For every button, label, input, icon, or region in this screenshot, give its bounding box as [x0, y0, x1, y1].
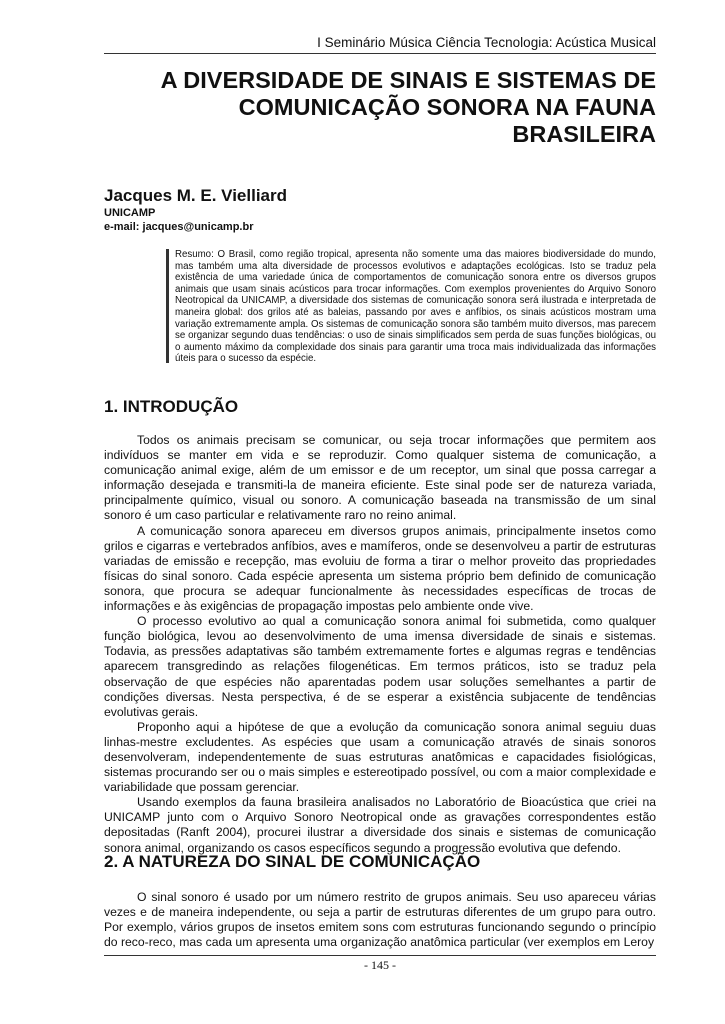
section-body-natureza [104, 890, 656, 952]
paragraph: Todos os animais precisam se comunicar, ou seja trocar informações que permitem aos indivíduos se manter em vida e se reproduzir. Como qualquer sistema de comunicação, a comunicação animal exige, além de um emissor e de um receptor, um sinal que possa carregar a informação desejada e transmiti-la de maneira eficiente. Este sinal pode ser de natureza variada, principalmente químico, visual ou sonoro. A comunicação baseada na transmissão de um sinal sonoro é um caso particular e relativamente raro no reino animal. [104, 433, 656, 523]
paragraph: Proponho aqui a hipótese de que a evolução da comunicação sonora animal seguiu duas linhas-mestre excludentes. As espécies que usam a comunicação através de sinais sonoros desenvolveram, independentemente de suas estruturas anatômicas e capacidades fisiológicas, sistemas procurando ser ou o mais simples e estereotipado possível, ou com a maior complexidade e variabilidade que possam gerenciar. [104, 719, 656, 795]
title-line: BRASILEIRA [512, 121, 656, 147]
author-name: Jacques M. E. Vielliard [104, 186, 287, 205]
paragraph: Usando exemplos da fauna brasileira analisados no Laboratório de Bioacústica que criei na UNICAMP junto com o Arquivo Sonoro Neotropical onde as gravações correspondentes estão depositadas (Ranft 2004), procurei ilustrar a diversidade dos sinais e sistemas de comunicação sonora animal, organizando os casos específicos segundo a progressão evolutiva que defendo. [104, 795, 656, 855]
running-header-text: I Seminário Música Ciência Tecnologia: Acústica Musical [317, 35, 656, 50]
title-line: A DIVERSIDADE DE SINAIS E SISTEMAS DE [160, 67, 656, 93]
footer-rule [104, 955, 656, 956]
paper-title [104, 67, 656, 148]
abstract: Resumo: O Brasil, como região tropical, apresenta não somente uma das maiores biodiversidade do mundo, mas também uma alta diversidade de processos evolutivos e adaptações ecológicas. Isto se traduz pela existência de uma variedade única de comportamentos de comunicação sonora entre os diversos grupos animais que usam sinais acústicos para trocar informações. Com exemplos provenientes do Arquivo Sonoro Neotropical da UNICAMP, a diversidade dos sistemas de comunicação sonora será ilustrada e interpretada de maneira global: dos grilos até as baleias, passando por aves e anfíbios, os sinais acústicos mostram uma variação extremamente ampla. Os sistemas de comunicação sonora são também muito diversos, mas parecem se organizar segundo duas tendências: o uso de sinais simplificados sem perda de suas funções biológicas, ou o aumento máximo da complexidade dos sinais para garantir uma troca mais individualizada das informações úteis para o sucesso da espécie. [166, 249, 656, 363]
section-heading-introducao: 1. INTRODUÇÃO [104, 397, 239, 416]
author-block [104, 186, 287, 234]
author-affiliation: UNICAMP [104, 207, 156, 219]
page-number: - 145 - [364, 958, 396, 972]
paragraph: O processo evolutivo ao qual a comunicação sonora animal foi submetida, como qualquer função biológica, levou ao desenvolvimento de uma imensa diversidade de sinais e sistemas. Todavia, as pressões adaptativas são também extremamente fortes e algumas regras e tendências aparecem transgredindo as relações filogenéticas. Em termos práticos, isto se traduz pela observação de que espécies não aparentadas podem usar soluções semelhantes a partir de condições diversas. Nesta perspectiva, é de se esperar a existência subjacente de tendências evolutivas gerais. [104, 614, 656, 719]
paragraph: A comunicação sonora apareceu em diversos grupos animais, principalmente insetos como grilos e cigarras e vertebrados anfíbios, aves e mamíferos, onde se desenvolveu a partir de estruturas variadas de emissão e recepção, mas evoluiu de forma a tirar o melhor proveito das propriedades físicas do sinal sonoro. Cada espécie apresenta um sistema próprio bem definido de comunicação sonora, que procura se adequar funcionalmente às necessidades específicas de trocas de informações e às exigências de propagação impostas pelo ambiente onde vive. [104, 523, 656, 614]
author-email: e-mail: jacques@unicamp.br [104, 221, 254, 233]
section-heading-natureza: 2. A NATUREZA DO SINAL DE COMUNICAÇÃO [104, 852, 481, 871]
header-rule [104, 53, 656, 54]
running-header [104, 35, 656, 50]
title-line: COMUNICAÇÃO SONORA NA FAUNA [238, 94, 656, 120]
paragraph: O sinal sonoro é usado por um número restrito de grupos animais. Seu uso apareceu várias vezes e de maneira independente, ou seja a partir de estruturas diferentes de um grupo para outro. Por exemplo, vários grupos de insetos emitem sons com estruturas funcionando segundo o princípio do reco-reco, mas cada um apresenta uma organização anatômica particular (ver exemplos em Leroy [104, 890, 656, 950]
section-body-introducao [104, 433, 656, 855]
